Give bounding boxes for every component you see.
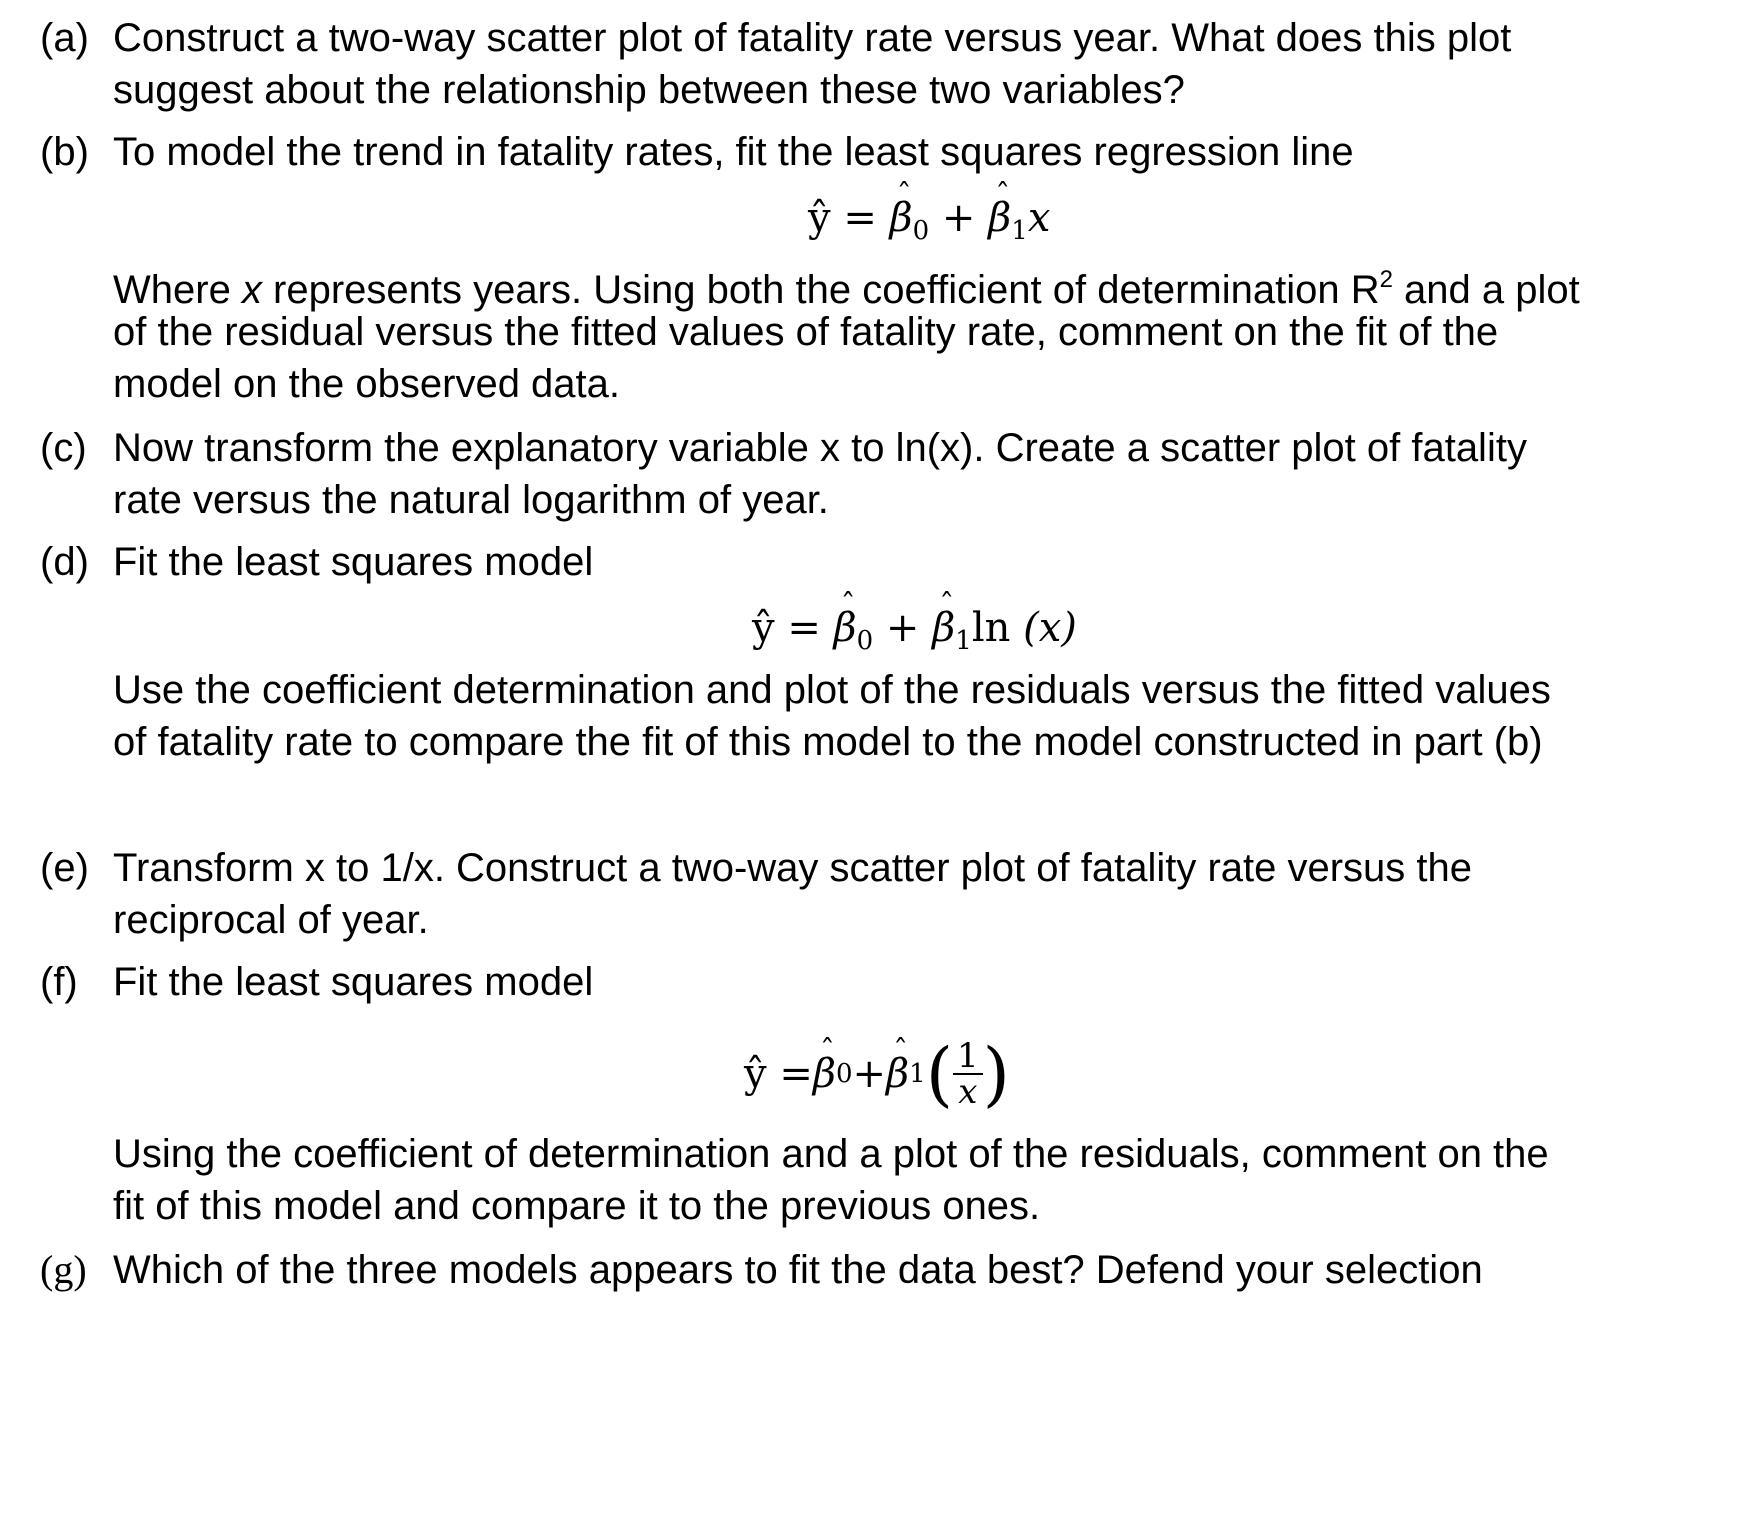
part-b-line-2: Where x represents years. Using both the coefficient of determination $R^2$ and a plot	[113, 266, 1580, 312]
part-a-label: (a)	[40, 16, 89, 60]
part-f-label: (f)	[40, 960, 78, 1004]
part-a-line-2: suggest about the relationship between these two variables?	[113, 68, 1185, 112]
part-b-line-1: To model the trend in fatality rates, fit the least squares regression line	[113, 130, 1354, 174]
part-b-equation: ŷ = β ˆ$_0$ + β ˆ$_1$x	[808, 194, 1050, 255]
part-d-line-1: Fit the least squares model	[113, 540, 594, 584]
part-d-label: (d)	[40, 540, 89, 584]
part-d-line-2: Use the coefficient determination and plot of the residuals versus the fitted values	[113, 668, 1551, 712]
part-f-line-3: fit of this model and compare it to the previous ones.	[113, 1184, 1041, 1228]
part-g-label: (g)	[40, 1247, 87, 1292]
part-b-label: (b)	[40, 130, 89, 174]
part-d-line-3: of fatality rate to compare the fit of this model to the model constructed in part (b)	[113, 720, 1543, 764]
part-g-line-1: Which of the three models appears to fit the data best? Defend your selection	[113, 1248, 1483, 1292]
part-f-line-1: Fit the least squares model	[113, 960, 594, 1004]
part-a-line-1: Construct a two-way scatter plot of fatality rate versus year. What does this plot	[113, 16, 1512, 60]
part-c-line-2: rate versus the natural logarithm of year.	[113, 478, 829, 522]
part-d-equation: ŷ = β ˆ$_0$ + β ˆ$_1$ln (x)	[752, 604, 1077, 665]
part-b-line-3: of the residual versus the fitted values of fatality rate, comment on the fit of the	[113, 310, 1499, 354]
part-c-label: (c)	[40, 426, 87, 470]
part-c-line-1: Now transform the explanatory variable x to ln(x). Create a scatter plot of fatality	[113, 426, 1527, 470]
part-e-line-2: reciprocal of year.	[113, 898, 429, 942]
part-e-line-1: Transform x to 1/x. Construct a two-way scatter plot of fatality rate versus the	[113, 846, 1473, 890]
part-f-equation: ŷ = β ˆ 0 + β ˆ 1 ( $\frac{1}{x}$ )	[744, 1034, 1010, 1114]
part-b-line-4: model on the observed data.	[113, 362, 621, 406]
part-f-line-2: Using the coefficient of determination and a plot of the residuals, comment on the	[113, 1132, 1549, 1176]
part-e-label: (e)	[40, 846, 89, 890]
